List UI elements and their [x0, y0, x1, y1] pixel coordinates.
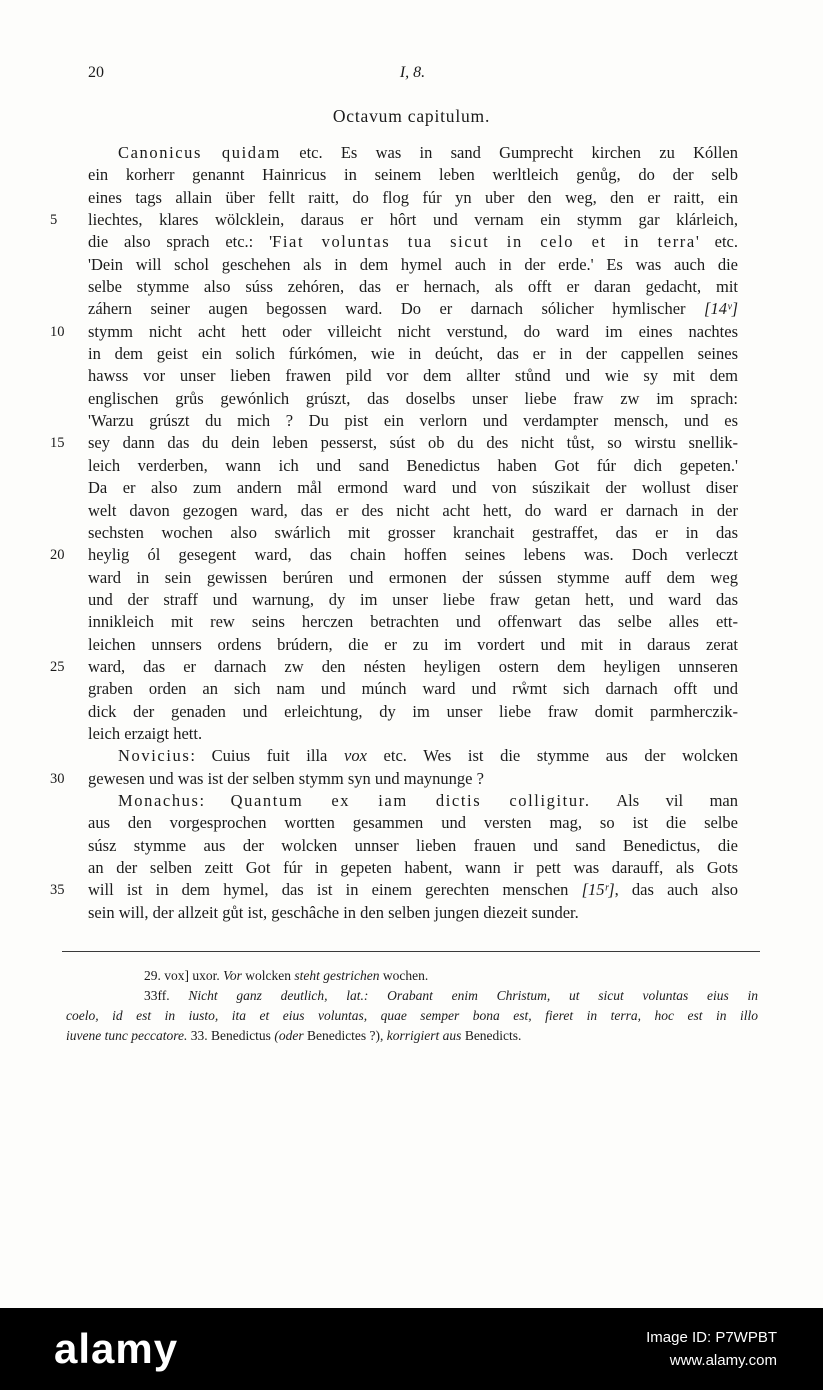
text-segment: die also sprach etc.: ' — [88, 232, 273, 252]
text-segment: etc. Wes ist die stymme aus der wolcken — [366, 746, 738, 766]
text-line — [88, 857, 738, 879]
page-number: 20 — [88, 64, 104, 81]
text-line — [88, 231, 738, 253]
text-segment: Fiat voluntas tua sicut in celo et in terra — [272, 232, 696, 252]
line-number: 25 — [50, 658, 65, 675]
text-segment: ward, das er darnach zw den nésten heyligen ostern dem heyligen unnseren — [88, 656, 738, 676]
text-line — [88, 477, 738, 499]
text-line — [50, 321, 738, 343]
text-line — [50, 209, 738, 231]
text-segment: : — [199, 790, 231, 810]
text-line — [88, 589, 738, 611]
text-segment: heylig ól gesegent ward, das chain hoffen seines lebens was. Doch verleczt — [88, 545, 738, 565]
text-segment: Nicht ganz deutlich, lat.: Orabant enim Christum, ut sicut voluntas eius in — [188, 988, 758, 1003]
text-segment: graben orden an sich nam und múnch ward und rẘmt sich darnach offt und — [88, 679, 738, 699]
chapter-title: Octavum capitulum. — [332, 106, 491, 126]
text-line — [88, 388, 738, 410]
image-id-label: Image ID: P7WPBT — [646, 1329, 777, 1346]
alamy-footer-bar — [0, 1308, 823, 1390]
text-segment: 33ff. — [144, 988, 189, 1003]
text-segment: hawss vor unser lieben frawen pild vor dem allter stůnd und wie sy mit dem — [88, 366, 738, 386]
alamy-meta — [646, 1326, 777, 1372]
main-text-block — [50, 142, 739, 924]
text-segment: in dem geist ein solich fúrkómen, wie in deúcht, das er in der cappellen seines — [88, 344, 738, 364]
text-segment: an der selben zeitt Got fúr in gepeten habent, wann ir pett was darauff, als Gots — [88, 858, 738, 877]
text-segment: Quantum ex iam dictis colligitur. — [230, 790, 591, 810]
text-line — [88, 343, 738, 365]
text-segment: leichen unnsers ordens brúdern, die er zu im vordert und mit in daraus zerat — [88, 634, 738, 654]
text-segment: vox — [344, 746, 367, 766]
text-segment: welt davon gezogen ward, das er des nicht acht hett, do ward er darnach in der — [88, 500, 738, 520]
text-line — [88, 611, 738, 633]
text-line — [88, 254, 738, 276]
footnote-separator-rule — [62, 951, 760, 952]
text-segment: steht gestrichen — [294, 968, 380, 983]
footnotes-block — [66, 966, 758, 1046]
text-line — [88, 634, 738, 656]
text-line — [88, 902, 738, 924]
text-segment: , das auch also — [614, 880, 738, 900]
text-line — [88, 790, 738, 812]
text-segment: dick der genaden und erleichtung, dy im unser liebe fraw domit parmherczik- — [88, 701, 738, 721]
text-segment: leich verderben, wann ich und sand Benedictus haben Got fúr dich gepeten.' — [88, 455, 738, 475]
text-line — [88, 812, 738, 834]
text-segment: iuvene tunc peccatore. — [66, 1028, 188, 1043]
text-segment: sein will, der allzeit gůt ist, geschâche in den selben jungen diezeit sunder. — [88, 902, 579, 922]
text-line — [88, 678, 738, 700]
text-segment: ein korherr genannt Hainricus in seinem leben werltleich genůg, do der selb — [88, 165, 738, 185]
text-line — [88, 723, 738, 745]
text-segment: stymm nicht acht hett oder villeicht nicht verstund, do ward im eines nachtes — [88, 321, 738, 341]
alamy-logo: alamy — [54, 1325, 179, 1372]
text-segment: eines tags allain über fellt raitt, do flog fúr yn uber den weg, den er raitt, ein — [88, 187, 738, 207]
text-segment: wochen. — [379, 968, 429, 983]
text-line — [50, 656, 738, 678]
text-segment: sechsten wochen also swárlich mit grosser kranchait gestraffet, das er in das — [88, 522, 738, 542]
text-segment: innikleich mit rew seins herczen betrachten und offenwart das selbe alles ett- — [88, 612, 738, 632]
text-segment: aus den vorgesprochen wortten gesammen und versten mag, so ist die selbe — [88, 813, 738, 833]
line-number: 35 — [50, 882, 65, 899]
text-line — [88, 365, 738, 387]
text-line — [88, 410, 738, 432]
text-line — [88, 522, 738, 544]
text-line — [88, 701, 738, 723]
footnote-line — [66, 1026, 758, 1046]
footnote-line — [66, 1006, 758, 1026]
line-number: 15 — [50, 435, 65, 452]
text-segment: [14ᵛ] — [704, 299, 738, 319]
text-line — [88, 187, 738, 209]
text-line — [50, 879, 738, 901]
text-segment: und der straff und warnung, dy im unser liebe fraw getan hett, und ward das — [88, 589, 738, 609]
text-segment: coelo, id est in iusto, ita et eius voluntas, quae semper bona est, fieret in terra, hoc est in illo — [66, 1008, 758, 1023]
text-segment: Monachus — [118, 790, 200, 810]
text-segment: záhern seiner augen begossen ward. Do er darnach sólicher hymlischer — [88, 299, 705, 319]
text-segment: 'Warzu grúszt du mich ? Du pist ein verlorn und verdampter mensch, und es — [88, 411, 738, 431]
text-segment: will ist in dem hymel, das ist in einem gerechten menschen — [88, 880, 582, 900]
text-segment: Benedicts. — [461, 1028, 522, 1043]
text-segment: [15ʳ] — [581, 880, 615, 900]
running-title: I, 8. — [399, 64, 426, 81]
text-segment: leich erzaigt hett. — [88, 723, 203, 743]
text-segment: ' etc. — [695, 232, 738, 252]
text-segment: 29. vox] uxor. — [144, 968, 224, 983]
text-line — [88, 500, 738, 522]
line-number: 20 — [50, 547, 65, 564]
text-segment: súsz stymme aus der wolcken unnser lieben frauen und sand Benedictus, die — [88, 835, 738, 855]
text-line — [88, 835, 738, 857]
text-segment: Benedictes ?), — [303, 1028, 387, 1043]
text-segment: englischen grůs gewónlich grúszt, das doselbs unser liebe fraw zw im sprach: — [88, 388, 738, 408]
text-line — [88, 567, 738, 589]
footnote-line — [66, 966, 758, 986]
text-line — [50, 544, 738, 566]
text-segment: korrigiert aus — [386, 1028, 462, 1043]
line-number: 30 — [50, 770, 65, 787]
text-segment: Als vil man — [590, 790, 738, 810]
text-segment: etc. Es was in sand Gumprecht kirchen zu Kóllen — [281, 143, 739, 162]
text-line — [88, 455, 738, 477]
text-segment: : Cuius fuit illa — [190, 746, 345, 766]
text-segment: 'Dein will schol geschehen als in dem hymel auch in der erde.' Es was auch die — [88, 254, 738, 274]
text-segment: gewesen und was ist der selben stymm syn und maynunge ? — [88, 768, 484, 788]
text-line — [88, 276, 738, 298]
line-number: 10 — [50, 323, 65, 340]
text-line — [88, 745, 738, 767]
text-segment: liechtes, klares wölcklein, daraus er hôrt und vernam ein stymm gar klárleich, — [88, 210, 738, 230]
text-segment: wolcken — [241, 968, 295, 983]
text-segment: Novicius — [118, 746, 191, 766]
alamy-url: www.alamy.com — [669, 1352, 777, 1369]
text-line — [88, 164, 738, 186]
text-segment: (oder — [274, 1028, 304, 1043]
text-segment: sey dann das du dein leben pesserst, súst ob du des nicht tůst, so wirstu snellik- — [88, 433, 738, 453]
running-header — [88, 64, 737, 86]
text-line — [50, 768, 738, 790]
text-segment: Vor — [223, 968, 242, 983]
text-segment: ward in sein gewissen berúren und ermonen der sússen stymme auff dem weg — [88, 567, 738, 587]
text-segment: 33. Benedictus — [187, 1028, 275, 1043]
line-number: 5 — [50, 212, 58, 229]
footnote-line — [66, 986, 758, 1006]
text-line — [88, 298, 738, 320]
text-segment: Da er also zum andern mål ermond ward und von súszikait der wollust diser — [88, 478, 738, 498]
text-segment: selbe stymme also súss zehóren, das er hernach, als offt er daran gedacht, mit — [88, 277, 738, 297]
text-line — [50, 432, 738, 454]
text-segment: Canonicus quidam — [118, 143, 281, 162]
text-line — [88, 142, 738, 164]
